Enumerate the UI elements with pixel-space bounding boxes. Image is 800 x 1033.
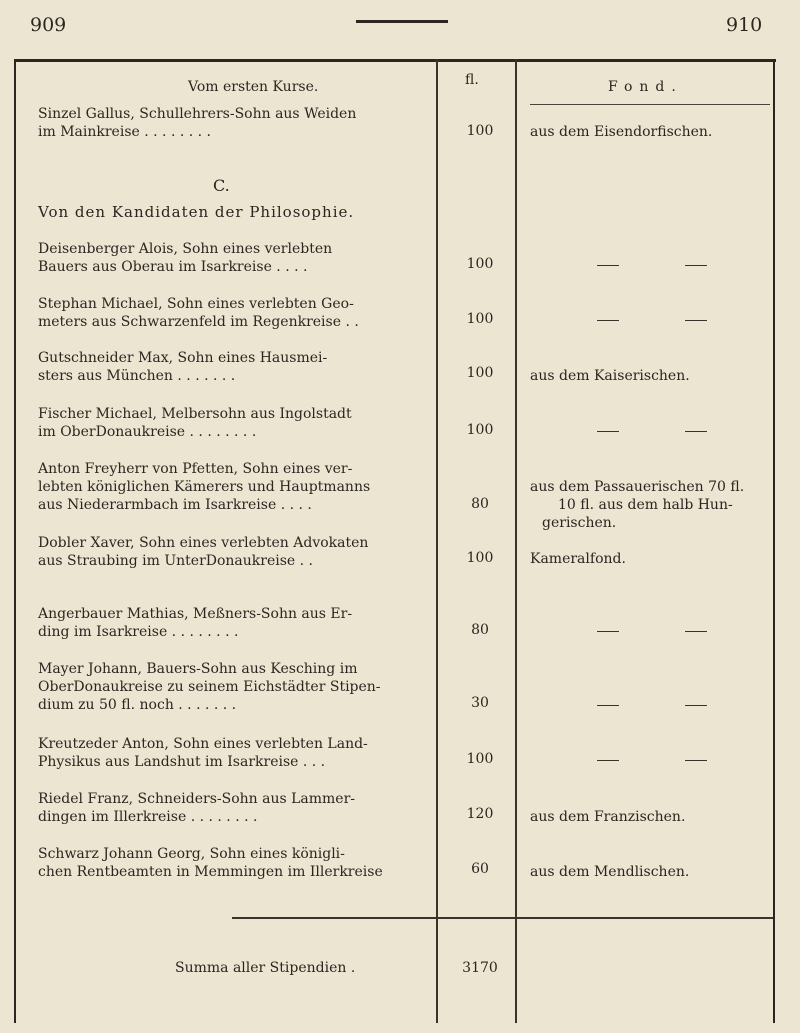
- table-row: [38, 105, 430, 141]
- fond-cell: [530, 808, 770, 826]
- column-divider-amount: [436, 59, 438, 1023]
- ditto-dash: [597, 760, 619, 761]
- header-kurse: Vom ersten Kurse.: [188, 79, 319, 95]
- table-row: [38, 605, 430, 641]
- fond-cell: [530, 478, 770, 532]
- fond-line: aus dem Eisendorfischen.: [530, 124, 713, 140]
- entry-line: Physikus aus Landshut im Isarkreise . . .: [38, 754, 326, 770]
- fond-line: 10 fl. aus dem halb Hun-: [558, 497, 733, 513]
- entry-line: Deisenberger Alois, Sohn eines verlebten: [38, 241, 333, 257]
- summary-label: Summa aller Stipendien .: [175, 960, 356, 976]
- table-row: [38, 845, 430, 881]
- table-right-border: [773, 59, 775, 1023]
- amount-cell: 100: [466, 751, 494, 767]
- table-top-border: [14, 59, 776, 62]
- summary-rule: [232, 917, 773, 919]
- entry-line: Schwarz Johann Georg, Sohn eines königli-: [38, 846, 345, 862]
- table-row: [38, 405, 430, 441]
- entry-line: dingen im Illerkreise . . . . . . . .: [38, 809, 258, 825]
- entry-line: Anton Freyherr von Pfetten, Sohn eines ver-: [38, 461, 353, 477]
- table-row: [38, 534, 430, 570]
- fond-line: Kameralfond.: [530, 551, 626, 567]
- fond-line: aus dem Mendlischen.: [530, 864, 690, 880]
- fond-cell: [530, 367, 770, 385]
- ditto-dash: [685, 631, 707, 632]
- amount-cell: 100: [466, 311, 494, 327]
- ditto-dash: [597, 631, 619, 632]
- entry-line: chen Rentbeamten in Memmingen im Illerkreise: [38, 864, 383, 880]
- entry-line: Gutschneider Max, Sohn eines Hausmei-: [38, 350, 328, 366]
- amount-cell: 100: [466, 422, 494, 438]
- entry-line: Dobler Xaver, Sohn eines verlebten Advokaten: [38, 535, 369, 551]
- fond-cell: [530, 550, 770, 568]
- entry-line: ding im Isarkreise . . . . . . . .: [38, 624, 239, 640]
- entry-line: sters aus München . . . . . . .: [38, 368, 236, 384]
- header-fond: Fond.: [608, 79, 683, 95]
- header-rule: [356, 20, 448, 23]
- entry-line: lebten königlichen Kämerers und Hauptmanns: [38, 479, 371, 495]
- header-fl: fl.: [465, 72, 479, 88]
- entry-line: aus Niederarmbach im Isarkreise . . . .: [38, 497, 312, 513]
- entry-line: OberDonaukreise zu seinem Eichstädter Stipen-: [38, 679, 381, 695]
- fond-line: aus dem Passauerischen 70 fl.: [530, 479, 745, 495]
- entry-line: aus Straubing im UnterDonaukreise . .: [38, 553, 314, 569]
- entry-line: Mayer Johann, Bauers-Sohn aus Kesching im: [38, 661, 358, 677]
- entry-line: dium zu 50 fl. noch . . . . . . .: [38, 697, 237, 713]
- ditto-dash: [685, 431, 707, 432]
- fond-line: aus dem Kaiserischen.: [530, 368, 690, 384]
- entry-line: Fischer Michael, Melbersohn aus Ingolstadt: [38, 406, 352, 422]
- amount-cell: 100: [466, 550, 494, 566]
- ditto-dash: [597, 320, 619, 321]
- entry-line: Stephan Michael, Sohn eines verlebten Geo-: [38, 296, 354, 312]
- table-row: [38, 295, 430, 331]
- amount-cell: 80: [471, 622, 489, 638]
- table-row: [38, 735, 430, 771]
- ditto-dash: [597, 265, 619, 266]
- amount-cell: 60: [471, 861, 489, 877]
- ditto-dash: [685, 760, 707, 761]
- entry-line: im OberDonaukreise . . . . . . . .: [38, 424, 257, 440]
- amount-cell: 30: [471, 695, 489, 711]
- table-row: [38, 790, 430, 826]
- entry-line: im Mainkreise . . . . . . . .: [38, 124, 211, 140]
- table-row: [38, 660, 430, 714]
- amount-cell: 120: [466, 806, 494, 822]
- amount-cell: 80: [471, 496, 489, 512]
- summary-amount: 3170: [462, 960, 498, 976]
- page-number-left: 909: [30, 14, 67, 36]
- table-row: [38, 240, 430, 276]
- fond-header-rule: [530, 104, 770, 105]
- entry-line: Angerbauer Mathias, Meßners-Sohn aus Er-: [38, 606, 353, 622]
- page-number-right: 910: [726, 14, 763, 36]
- ditto-dash: [597, 431, 619, 432]
- subheading: Von den Kandidaten der Philosophie.: [38, 203, 355, 221]
- entry-line: Kreutzeder Anton, Sohn eines verlebten Land-: [38, 736, 368, 752]
- entry-line: Riedel Franz, Schneiders-Sohn aus Lammer-: [38, 791, 356, 807]
- section-letter: C.: [213, 176, 230, 195]
- entry-line: meters aus Schwarzenfeld im Regenkreise . .: [38, 314, 359, 330]
- table-row: [38, 460, 430, 514]
- ditto-dash: [685, 705, 707, 706]
- column-divider-fond: [515, 59, 517, 1023]
- entry-line: Bauers aus Oberau im Isarkreise . . . .: [38, 259, 308, 275]
- amount-cell: 100: [466, 123, 494, 139]
- ditto-dash: [685, 320, 707, 321]
- ditto-dash: [597, 705, 619, 706]
- fond-line: gerischen.: [542, 515, 617, 531]
- entry-line: Sinzel Gallus, Schullehrers-Sohn aus Weiden: [38, 106, 357, 122]
- fond-line: aus dem Franzischen.: [530, 809, 686, 825]
- fond-cell: [530, 863, 770, 881]
- amount-cell: 100: [466, 256, 494, 272]
- amount-cell: 100: [466, 365, 494, 381]
- fond-cell: [530, 123, 770, 141]
- ditto-dash: [685, 265, 707, 266]
- table-row: [38, 349, 430, 385]
- table-left-border: [14, 59, 16, 1023]
